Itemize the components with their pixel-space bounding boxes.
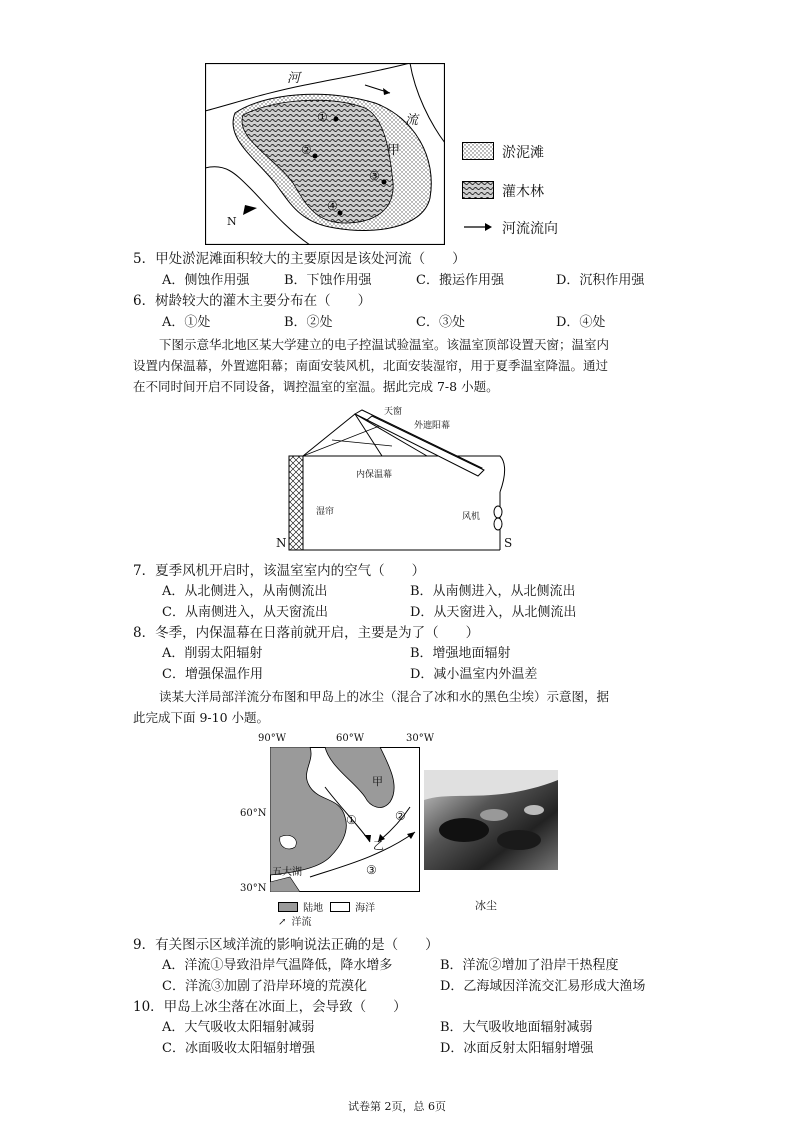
point-1-label: ① [317, 110, 328, 124]
lon-90w: 90°W [258, 733, 287, 744]
river-label-he: 河 [287, 71, 301, 86]
legend-ocean-label: 海洋 [355, 903, 376, 914]
legend-ocean-swatch [330, 902, 350, 912]
q6-option-a[interactable]: A．①处 [162, 315, 211, 330]
label-jia: 甲 [387, 143, 401, 158]
legend-land-label: 陆地 [303, 903, 324, 914]
q5-option-a[interactable]: A．侧蚀作用强 [162, 273, 250, 288]
q10-option-d[interactable]: D．冰面反射太阳辐射增强 [440, 1041, 594, 1056]
legend-shrub [462, 181, 544, 203]
q9-option-b[interactable]: B．洋流②增加了沿岸干热程度 [440, 958, 619, 973]
label-inner-curtain: 内保温幕 [356, 470, 393, 480]
river-map-svg [205, 63, 445, 245]
intro-7-8-line-3: 在不同时间开启不同设备，调控温室的室温。据此完成 7-8 小题。 [133, 379, 499, 394]
lat-30n: 30°N [240, 883, 267, 894]
ice-dust-photo [424, 770, 558, 870]
legend-arrow-icon [462, 218, 494, 236]
figure-river-map [205, 63, 445, 245]
q7-option-d[interactable]: D．从天窗进入，从北侧流出 [410, 605, 577, 620]
intro-9-10-line-1: 读某大洋局部洋流分布图和甲岛上的冰尘（混合了冰和水的黑色尘埃）示意图，据 [159, 689, 610, 704]
point-3-dot [382, 180, 387, 185]
legend-ocean [330, 896, 375, 915]
label-north: N [276, 536, 287, 550]
wet-pad [289, 456, 303, 550]
legend-current [278, 910, 311, 929]
label-skylight: 天窗 [384, 407, 403, 417]
legend-arrow [462, 218, 558, 240]
roof-brace [303, 425, 382, 456]
legend-silt [462, 142, 544, 164]
fan-icon-2 [494, 518, 502, 530]
q9-option-d[interactable]: D．乙海域因洋流交汇易形成大渔场 [440, 979, 646, 994]
label-yi-sea: 乙 [373, 839, 384, 852]
q5-option-b[interactable]: B．下蚀作用强 [284, 273, 372, 288]
legend-arrow-label: 河流流向 [502, 221, 558, 237]
label-south: S [504, 536, 513, 550]
q5-option-d[interactable]: D．沉积作用强 [556, 273, 645, 288]
q5-option-c[interactable]: C．搬运作用强 [416, 273, 504, 288]
q6-option-c[interactable]: C．③处 [416, 315, 465, 330]
point-4-dot [338, 211, 343, 216]
label-current-2: ② [395, 809, 406, 823]
fan-icon [494, 506, 502, 518]
point-2-dot [313, 154, 318, 159]
q9-stem: 9．有关图示区域洋流的影响说法正确的是（ ） [133, 937, 439, 953]
q6-stem: 6．树龄较大的灌木主要分布在（ ） [133, 293, 372, 309]
intro-9-10-line-2: 此完成下面 9-10 小题。 [133, 710, 270, 725]
q8-option-a[interactable]: A．削弱太阳辐射 [162, 646, 263, 661]
legend-current-icon: ↗ [278, 917, 287, 928]
lon-60w: 60°W [336, 733, 365, 744]
legend-silt-label: 淤泥滩 [502, 145, 544, 161]
intro-7-8 [133, 334, 673, 397]
q5-stem: 5．甲处淤泥滩面积较大的主要原因是该处河流（ ） [133, 251, 466, 267]
label-current-1: ① [346, 813, 357, 827]
point-3-label: ③ [369, 169, 380, 183]
q9-option-a[interactable]: A．洋流①导致沿岸气温降低，降水增多 [162, 958, 393, 973]
label-outer-shade: 外遮阳幕 [414, 421, 451, 431]
point-1-dot [334, 117, 339, 122]
intro-7-8-line-1: 下图示意华北地区某大学建立的电子控温试验温室。该温室顶部设置天窗；温室内 [159, 337, 610, 352]
legend-shrub-label: 灌木林 [502, 184, 544, 200]
label-great-lakes: 五大湖 [272, 867, 302, 878]
point-4-label: ④ [327, 199, 338, 213]
q10-option-b[interactable]: B．大气吸收地面辐射减弱 [440, 1020, 593, 1035]
intro-9-10 [133, 686, 673, 728]
q7-option-c[interactable]: C．从南侧进入，从天窗流出 [162, 605, 328, 620]
q8-stem: 8．冬季，内保温幕在日落前就开启，主要是为了（ ） [133, 625, 480, 641]
roof-slope-north [303, 414, 355, 456]
q8-option-d[interactable]: D．减小温室内外温差 [410, 667, 538, 682]
ice-dust-photo-svg [424, 770, 558, 870]
page-footer: 试卷第 2页，总 6页 [348, 1100, 446, 1113]
q9-option-c[interactable]: C．洋流③加剧了沿岸环境的荒漠化 [162, 979, 367, 994]
legend-current-label: 洋流 [291, 917, 312, 928]
q8-option-b[interactable]: B．增强地面辐射 [410, 646, 511, 661]
label-wet-pad: 湿帘 [316, 507, 335, 517]
q10-option-a[interactable]: A．大气吸收太阳辐射减弱 [162, 1020, 315, 1035]
ice-dust-caption: 冰尘 [475, 899, 497, 912]
legend-shrub-swatch [462, 181, 494, 199]
figure-greenhouse [272, 400, 522, 560]
inner-curtain-line [332, 440, 392, 446]
lon-30w: 30°W [406, 733, 435, 744]
label-current-3: ③ [366, 863, 377, 877]
q6-option-d[interactable]: D．④处 [556, 315, 606, 330]
q6-option-b[interactable]: B．②处 [284, 315, 333, 330]
label-fan: 风机 [462, 512, 481, 522]
lat-60n: 60°N [240, 808, 267, 819]
label-jia-island: 甲 [372, 775, 383, 788]
q7-option-a[interactable]: A．从北侧进入，从南侧流出 [162, 584, 328, 599]
intro-7-8-line-2: 设置内保温幕，外置遮阳幕；南面安装风机，北面安装湿帘，用于夏季温室降温。通过 [133, 358, 609, 373]
north-label: N [227, 215, 237, 228]
legend-silt-swatch [462, 142, 494, 160]
q7-option-b[interactable]: B．从南侧进入，从北侧流出 [410, 584, 576, 599]
greenhouse-svg [272, 400, 522, 560]
q7-stem: 7．夏季风机开启时，该温室室内的空气（ ） [133, 563, 426, 579]
river-label-liu: 流 [405, 113, 419, 128]
q8-option-c[interactable]: C．增强保温作用 [162, 667, 263, 682]
q10-stem: 10．甲岛上冰尘落在冰面上，会导致（ ） [133, 999, 407, 1015]
q10-option-c[interactable]: C．冰面吸收太阳辐射增强 [162, 1041, 315, 1056]
point-2-label: ② [301, 143, 312, 157]
